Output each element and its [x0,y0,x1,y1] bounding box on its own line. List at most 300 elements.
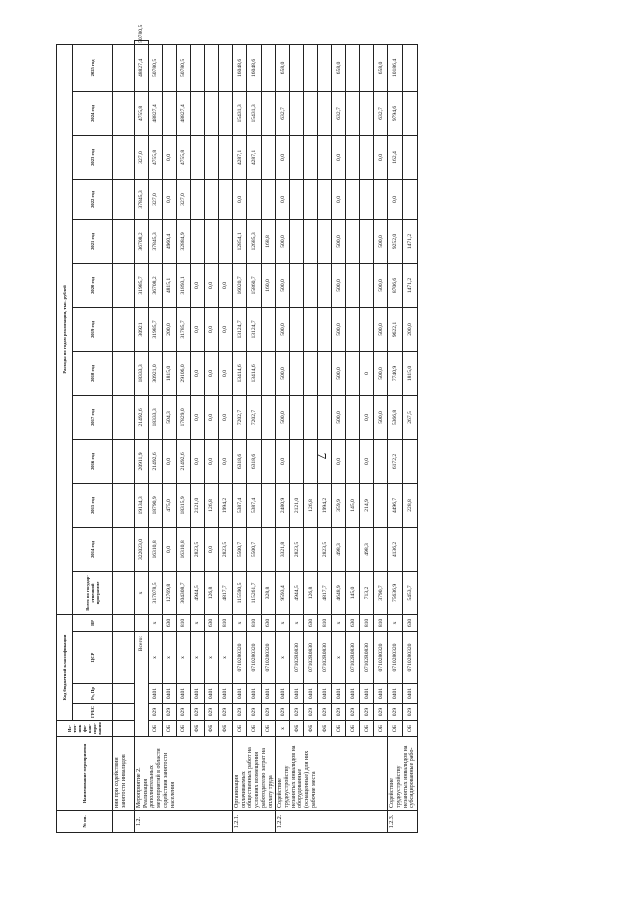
vr-cell: 810 [374,614,388,631]
vr-cell: 810 [247,614,261,631]
expenses-table [56,24,418,833]
year-value-cell: 500,0 [332,263,346,307]
year-value-cell: 632,7 [374,91,388,135]
year-value-cell [261,395,275,439]
year-value-cell: 500,0 [276,219,290,263]
header-grbs: ГРБС [73,704,113,721]
csr-cell: х [332,632,346,684]
csr-cell: 0710280320 [233,632,247,684]
source-cell: ОБ [332,721,346,737]
page-number: 7 [314,452,330,460]
csr-cell [135,614,149,631]
year-value-cell: 50780,5 [177,44,191,91]
year-value-cell: 498,3 [332,527,346,571]
year-value-cell: 0,0 [332,439,346,483]
total-cell: 75636,9 [388,571,403,614]
header-expenses: Расходы по годам реализации, тыс. рублей [57,44,73,614]
year-value-cell: 168,8 [261,219,275,263]
rzpr-cell: 0401 [219,684,233,704]
vr-cell: 810 [177,614,191,631]
csr-cell: х [205,632,219,684]
year-value-cell: 0,0 [276,179,290,219]
year-value-cell: 4815,1 [163,263,177,307]
item-number: 1.2.3. [388,811,418,833]
year-value-cell: 145,0 [346,483,360,527]
year-value-cell: 21492,6 [135,395,149,439]
total-cell: 9593,4 [276,571,290,614]
year-value-cell: 4496,7 [388,483,403,527]
table-row [261,41,275,833]
vr-cell: х [388,614,403,631]
year-value-cell: 0,0 [205,439,219,483]
source-cell: ОБ [374,721,388,737]
grbs-cell: 029 [318,704,332,721]
year-value-cell: 0,0 [276,135,290,179]
year-value-cell: 500,0 [374,395,388,439]
year-value-cell: 18333,3 [135,351,149,395]
year-value-cell [346,395,360,439]
year-value-cell [304,179,318,219]
year-value-cell: 18790,9 [149,483,163,527]
table-row [219,41,233,833]
year-value-cell: 500,0 [276,307,290,351]
grbs-cell: 029 [247,704,261,721]
year-value-cell: 500,0 [276,395,290,439]
header-year: 2020 год [73,263,113,307]
year-value-cell [290,351,304,395]
year-value-cell: 2823,5 [290,527,304,571]
year-value-cell: 6172,2 [388,439,403,483]
year-value-cell: 13124,7 [233,307,247,351]
year-value-cell [318,135,332,179]
grbs-cell: 029 [233,704,247,721]
year-value-cell [261,527,275,571]
year-value-cell [304,91,318,135]
total-cell: 5453,7 [403,571,418,614]
total-cell: 322023,0 [135,527,149,571]
header-csr: ЦСР [73,632,113,684]
year-value-cell: 6318,6 [247,439,261,483]
year-value-cell: 31985,7 [135,263,149,307]
year-value-cell [304,135,318,179]
year-value-cell: 2823,5 [191,527,205,571]
year-value-cell: 4287,1 [233,135,247,179]
rzpr-cell: 0401 [233,684,247,704]
item-name: ния при содействии занятости инвалидов [113,737,135,811]
year-value-cell: 214,9 [360,483,374,527]
grbs-cell: 029 [163,704,177,721]
vr-cell: 630 [403,614,418,631]
year-value-cell: 327,0 [149,179,163,219]
rzpr-cell: 0401 [191,684,205,704]
year-value-cell: 4136,2 [388,527,403,571]
header-rzpr: Рз, Пр [73,684,113,704]
year-value-cell [346,219,360,263]
year-value-cell [191,91,205,135]
empty-cell [113,307,135,351]
year-value-cell: 32884,9 [177,219,191,263]
year-value-cell [290,91,304,135]
grbs-cell: 029 [205,704,219,721]
year-value-cell [318,307,332,351]
year-value-cell: 16310,8 [177,527,191,571]
year-value-cell: 500,0 [374,219,388,263]
grbs-cell: 029 [177,704,191,721]
grbs-cell: 029 [304,704,318,721]
header-budget-code: Код бюджетной классификации [57,614,73,720]
year-value-cell [261,351,275,395]
year-value-cell [205,219,219,263]
rzpr-cell: 0401 [163,684,177,704]
year-value-cell: 504,3 [163,395,177,439]
header-year: 2015 год [73,483,113,527]
total-cell: 4817,7 [318,571,332,614]
year-value-cell: 1994,2 [219,483,233,527]
budget-table [56,24,569,833]
table-row [318,41,332,833]
csr-cell: х [191,632,205,684]
year-value-cell [290,395,304,439]
year-value-cell: 658,0 [374,44,388,91]
year-value-cell: 2823,5 [219,527,233,571]
source-cell: ОБ [388,721,403,737]
csr-cell: х [149,632,163,684]
year-value-cell: 18315,9 [177,483,191,527]
year-value-cell: 160,0 [261,263,275,307]
year-value-cell: 48827,4 [135,44,149,91]
year-value-cell: 500,0 [332,307,346,351]
grbs-cell: 029 [191,704,205,721]
year-value-cell [261,91,275,135]
total-cell: 126,8 [205,571,219,614]
item-name: Организация оплачиваемых общественных работ на условиях возмещения работодателю затрат на оплату труда [233,737,276,811]
total-cell: 4648,9 [332,571,346,614]
table-row [332,41,346,833]
year-value-cell [205,179,219,219]
vr-cell: х [233,614,247,631]
empty-cell [113,263,135,307]
year-value-cell [403,179,418,219]
item-name: Содействие трудоустройству незанятых инвалидов на субсидированные рабо- [388,737,418,811]
year-value-cell: 3321,8 [276,527,290,571]
vr-cell: 810 [219,614,233,631]
year-value-cell: 0,0 [332,135,346,179]
year-value-cell: 0,0 [205,263,219,307]
year-value-cell [261,44,275,91]
year-value-cell: 267,5 [403,395,418,439]
year-value-cell [290,219,304,263]
year-value-cell: 13124,7 [247,307,261,351]
table-row [163,41,177,833]
year-value-cell: 359,9 [332,483,346,527]
year-value-cell: 48827,4 [177,91,191,135]
csr-cell: 07102R0830 [360,632,374,684]
year-value-cell [360,135,374,179]
csr-cell: х [163,632,177,684]
year-value-cell: 0,0 [219,439,233,483]
year-value-cell: 16048,6 [247,44,261,91]
year-value-cell [219,219,233,263]
year-value-cell: 6318,6 [233,439,247,483]
total-cell: 4817,7 [219,571,233,614]
vr-cell: 810 [318,614,332,631]
header-num: № пп. [57,811,113,833]
year-value-cell [374,483,388,527]
table-row [276,41,290,833]
year-value-cell [360,219,374,263]
year-value-cell: 0,0 [219,307,233,351]
grbs-cell: 029 [374,704,388,721]
table-row [191,41,205,833]
year-value-cell: 1815,0 [403,351,418,395]
empty-cell [113,351,135,395]
header-total: Всего по государ-ственной программе [73,571,113,614]
rzpr-cell: 0401 [205,684,219,704]
table-row [205,41,219,833]
source-cell: ОБ [247,721,261,737]
year-value-cell [163,91,177,135]
year-value-cell [403,527,418,571]
year-value-cell [346,44,360,91]
year-value-cell: 632,7 [276,91,290,135]
year-value-cell [219,135,233,179]
item-number: 1.2.2. [276,811,388,833]
rzpr-cell: 0401 [374,684,388,704]
year-value-cell: 500,0 [332,219,346,263]
year-value-cell [191,135,205,179]
table-body [113,24,418,833]
total-cell: 328,8 [261,571,275,614]
empty-cell [113,179,135,219]
year-value-cell: 7202,7 [233,395,247,439]
year-value-cell: 0,0 [191,351,205,395]
year-value-cell [374,439,388,483]
header-year: 2016 год [73,439,113,483]
source-cell: ОБ [360,721,374,737]
year-value-cell: 500,0 [332,351,346,395]
year-value-cell: 0,0 [205,351,219,395]
year-value-cell: 12854,1 [233,219,247,263]
item-number: 1.2.1. [233,811,276,833]
year-value-cell: 37845,3 [135,179,149,219]
empty-cell [113,135,135,179]
year-value-cell: 0,0 [388,179,403,219]
rzpr-cell: 0401 [318,684,332,704]
header-source: Ис-точ-ник фи-нан-сиро-вания [57,721,113,737]
csr-cell: 07102R0830 [318,632,332,684]
vr-cell: х [332,614,346,631]
year-value-cell: 0,0 [374,135,388,179]
year-value-cell: 2121,0 [191,483,205,527]
year-value-cell: 126,8 [304,483,318,527]
empty-cell [113,483,135,527]
vr-cell: 630 [163,614,177,631]
year-value-cell [290,439,304,483]
year-value-cell: 2121,0 [290,483,304,527]
grbs-cell: 029 [261,704,275,721]
year-value-cell: 4755,8 [177,135,191,179]
year-value-cell: 19134,3 [135,483,149,527]
year-value-cell: 17829,0 [177,395,191,439]
year-value-cell: 228,8 [403,483,418,527]
source-cell: ОБ [233,721,247,737]
source-cell: ФБ [304,721,318,737]
year-value-cell [191,219,205,263]
rzpr-cell: 0401 [149,684,163,704]
table-row [346,41,360,833]
csr-cell: 0710280320 [374,632,388,684]
year-value-cell: 0,0 [191,439,205,483]
year-value-cell: 13414,6 [233,351,247,395]
year-value-cell: 8706,6 [388,263,403,307]
year-value-cell: 658,0 [276,44,290,91]
year-value-cell [191,44,205,91]
year-value-cell: 0,0 [219,351,233,395]
source-cell: ФБ [318,721,332,737]
grbs-cell: 029 [149,704,163,721]
table-row [304,41,318,833]
year-value-cell [247,179,261,219]
rzpr-cell: 0401 [346,684,360,704]
year-value-cell [403,135,418,179]
year-value-cell: 200,0 [403,307,418,351]
year-value-cell: 475,0 [163,483,177,527]
table-row [374,41,388,833]
year-value-cell: 37845,3 [149,219,163,263]
source-cell: ФБ [290,721,304,737]
vr-cell: х [135,571,149,614]
year-value-cell: 126,8 [205,483,219,527]
total-cell: 317078,5 [149,571,163,614]
year-value-cell: 15431,3 [247,91,261,135]
year-value-cell [346,527,360,571]
year-value-cell: 21492,6 [177,439,191,483]
source-cell: ФБ [191,721,205,737]
year-value-cell: 20911,9 [135,439,149,483]
year-value-cell: 5500,7 [233,527,247,571]
year-value-cell [318,44,332,91]
year-value-cell [360,263,374,307]
year-value-cell [374,527,388,571]
header-name: Наименование мероприятия [57,737,113,811]
year-value-cell [318,395,332,439]
year-value-cell [205,44,219,91]
grbs-cell: 029 [332,704,346,721]
year-value-cell: 16020,7 [233,263,247,307]
year-value-cell: 5500,7 [247,527,261,571]
year-value-cell: 632,7 [332,91,346,135]
year-value-cell: 1994,2 [318,483,332,527]
csr-cell: 0710280320 [247,632,261,684]
year-value-cell: 500,0 [276,351,290,395]
year-value-cell [346,307,360,351]
empty-cell [113,439,135,483]
total-cell: 12769,8 [163,571,177,614]
year-value-cell: 327,0 [177,179,191,219]
year-value-cell: 0,0 [163,527,177,571]
year-value-cell [205,135,219,179]
year-value-cell [403,439,418,483]
vr-cell: 810 [360,614,374,631]
total-cell: 115261,7 [247,571,261,614]
total-cell: 4944,5 [290,571,304,614]
year-value-cell [191,179,205,219]
year-value-cell: 500,0 [374,351,388,395]
table-row [177,41,191,833]
year-value-cell: 2480,9 [276,483,290,527]
year-value-cell: 36708,2 [135,219,149,263]
year-value-cell: 327,0 [135,135,149,179]
year-value-cell [304,351,318,395]
year-value-cell: 0,0 [276,439,290,483]
table-row [290,41,304,833]
empty-cell [113,571,135,614]
vr-cell: х [276,614,290,631]
year-value-cell: 1471,2 [403,219,418,263]
year-value-cell: 658,0 [332,44,346,91]
empty-cell [113,704,135,721]
rzpr-cell: 0401 [388,684,403,704]
year-value-cell: 0,0 [205,527,219,571]
year-value-cell [261,307,275,351]
table-row [403,41,418,833]
year-value-cell: 500,0 [276,263,290,307]
header-year: 2021 год [73,219,113,263]
header-year: 2024 год [73,91,113,135]
grbs-cell: 029 [276,704,290,721]
year-value-cell: 0,0 [163,135,177,179]
year-value-cell: 9794,6 [388,91,403,135]
csr-cell: 0710280320 [388,632,403,684]
grbs-cell: 029 [403,704,418,721]
year-value-cell: 0,0 [191,263,205,307]
vr-cell: х [290,614,304,631]
year-value-cell: 30921 [135,307,149,351]
year-value-cell: 30921,0 [149,351,163,395]
header-year: 2022 год [73,179,113,219]
year-value-cell: 500,0 [374,263,388,307]
year-value-cell: 0,0 [205,307,219,351]
year-value-cell: 36708,2 [149,263,163,307]
year-value-cell [346,135,360,179]
header-vr: ВР [73,614,113,631]
rzpr-cell: 0401 [304,684,318,704]
source-cell: ОБ [403,721,418,737]
table-row [360,41,374,833]
year-value-cell: 162,4 [388,135,403,179]
source-cell: ФБ [205,721,219,737]
header-year: 2014 год [73,527,113,571]
year-value-cell [346,91,360,135]
rzpr-cell: 0401 [403,684,418,704]
year-value-cell [318,179,332,219]
item-number [113,811,135,833]
year-value-cell: 29106,0 [177,351,191,395]
year-value-cell [360,91,374,135]
year-value-cell: 0,0 [163,179,177,219]
empty-cell [113,614,135,631]
source-cell: ФБ [219,721,233,737]
year-value-cell [163,44,177,91]
empty-cell [113,527,135,571]
item-name: Содействие трудоустройству незанятых инвалидов на оборудованные (оснащенные) для них рабочие места [276,737,388,811]
year-value-cell: 0,0 [219,395,233,439]
year-value-cell [261,179,275,219]
year-value-cell: 0,0 [332,179,346,219]
year-value-cell: 0,0 [219,263,233,307]
year-value-cell [304,439,318,483]
year-value-cell: 50780,5 [149,44,163,91]
